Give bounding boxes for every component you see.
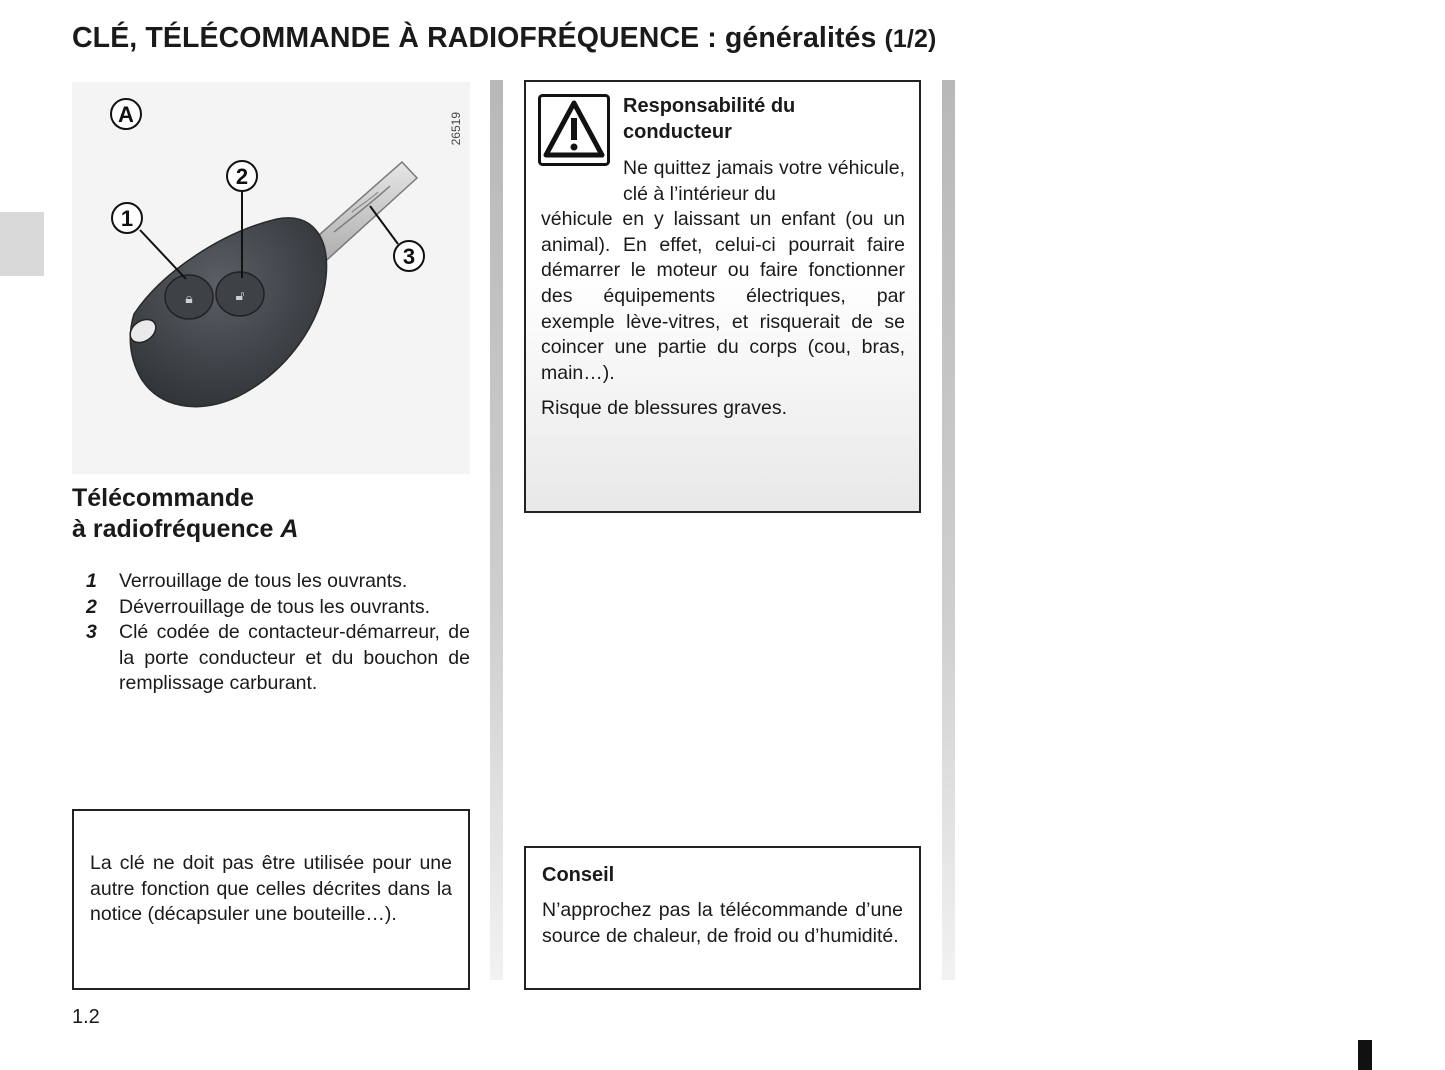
page-title-main: CLÉ, TÉLÉCOMMANDE À RADIOFRÉQUENCE : généralités [72,22,877,54]
callout-1-label: 1 [120,206,134,231]
warning-risk: Risque de blessures graves. [541,397,788,419]
caution-text: La clé ne doit pas être utilisée pour une autre fonction que celles décrites dans la notice (décapsuler une bouteille…). [90,852,452,926]
list-item-number: 1 [86,570,97,592]
page-number: 1.2 [72,1006,100,1028]
callout-2-label: 2 [235,164,249,189]
callout-label-a [111,99,141,129]
warning-body-rest: véhicule en y laissant un enfant (ou un animal). En effet, celui-ci pourrait faire démarrer le moteur ou faire fonctionner des équipements électriques, par exemple lève-vitres, et risquerait de se coincer une partie du corps (cou, bras, main…). [541,208,905,384]
caution-box [72,809,470,990]
list-item [86,595,470,621]
lock-button [165,275,213,319]
svg-text:🔒︎: 🔒︎ [185,291,193,307]
warning-box [524,80,921,513]
column-divider [490,80,503,980]
chapter-tab [0,212,44,276]
section-heading-line2: à radiofréquence [72,515,274,543]
list-item-text: Verrouillage de tous les ouvrants. [119,570,408,592]
column-divider [942,80,955,980]
remote-key-illustration [72,82,470,474]
page-edge-mark [1358,1040,1372,1070]
label-a: A [118,102,134,127]
section-heading [72,483,482,545]
warning-title: Responsabilité du conducteur [623,95,796,143]
callout-3 [394,241,424,271]
legend-list [86,569,470,697]
list-item-number: 3 [86,621,97,644]
page-title [72,22,936,55]
list-item [86,569,470,595]
unlock-button [216,272,264,316]
tip-box [524,846,921,990]
warning-body-lead: Ne quittez jamais votre véhicule, clé à l’intérieur du [623,157,905,205]
list-item-text: Clé codée de contacteur-démarreur, de la porte conducteur et du bouchon de remplissage carburant. [119,621,470,695]
warning-body [541,156,905,386]
callout-2 [227,161,257,191]
list-item [86,620,470,697]
callout-1 [112,203,142,233]
section-heading-ref: A [280,515,299,543]
remote-key-drawing [72,82,470,474]
list-item-number: 2 [86,595,97,618]
callout-3-label: 3 [402,244,416,269]
page-title-part: (1/2) [884,25,937,53]
section-heading-line1: Télécommande [72,484,255,512]
svg-text:🔓︎: 🔓︎ [235,288,245,304]
tip-body: N’approchez pas la télécommande d’une source de chaleur, de froid ou d’humidité. [542,899,903,947]
figure-reference: 26519 [449,112,463,146]
tip-title: Conseil [542,864,615,886]
list-item-text: Déverrouillage de tous les ouvrants. [119,595,431,618]
